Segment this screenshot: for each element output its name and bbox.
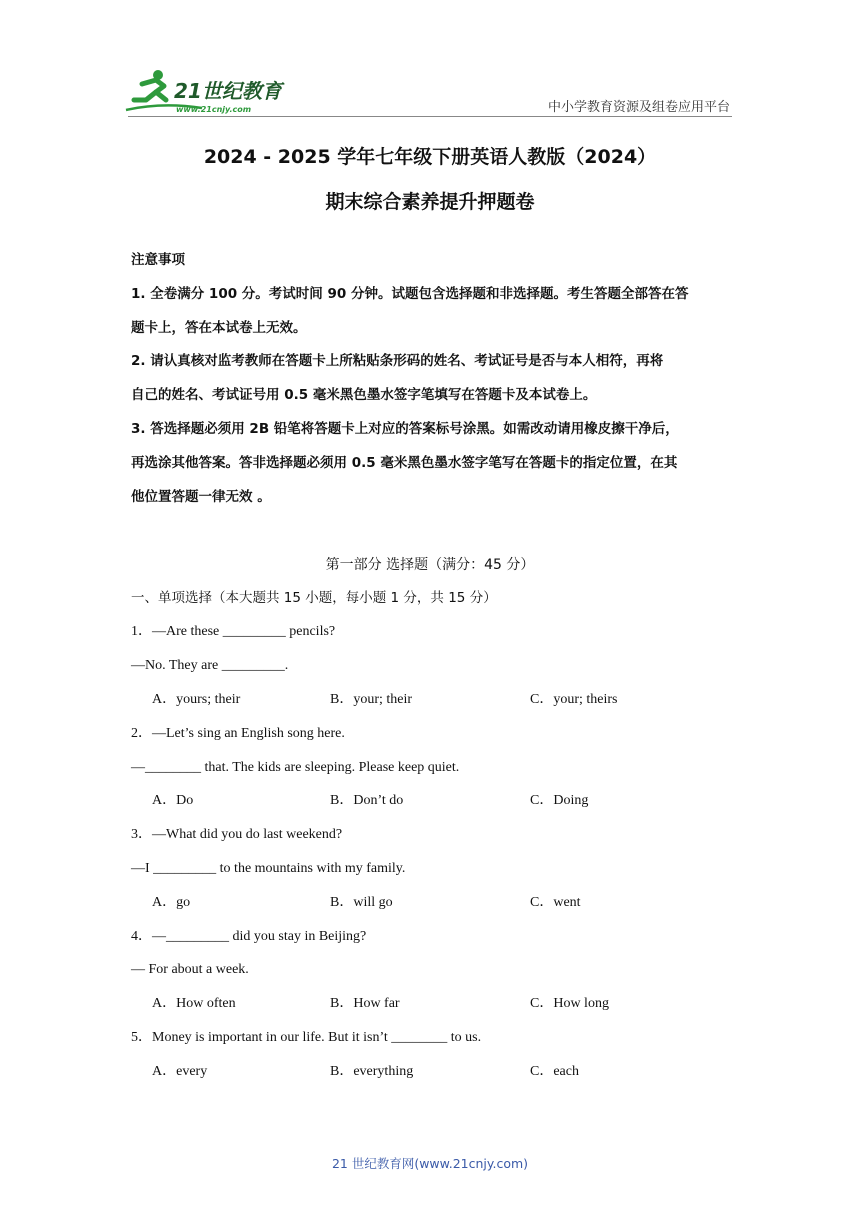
- question-5-option-c: C．each: [530, 1064, 579, 1079]
- question-2-prompt: 2．—Let’s sing an English song here.: [131, 726, 345, 741]
- question-5-option-a: A．every: [152, 1064, 208, 1079]
- page-header: [0, 0, 860, 118]
- question-1-option-c: C．your; theirs: [530, 692, 618, 707]
- note-line: 1. 全卷满分 100 分。考试时间 90 分钟。试题包含选择题和非选择题。考生答题全部答在答: [131, 286, 689, 302]
- question-2-option-c: C．Doing: [530, 793, 589, 808]
- question-3-option-b: B．will go: [330, 895, 393, 910]
- question-4-option-b: B．How far: [330, 996, 400, 1011]
- question-1-prompt: 1．—Are these _________ pencils?: [131, 624, 336, 639]
- question-4-option-c: C．How long: [530, 996, 609, 1011]
- question-2-response: —________ that. The kids are sleeping. Please keep quiet.: [131, 760, 460, 775]
- question-1-option-b: B．your; their: [330, 692, 413, 707]
- section-heading: 一、单项选择（本大题共 15 小题，每小题 1 分，共 15 分）: [131, 590, 497, 606]
- question-5-option-b: B．everything: [330, 1064, 414, 1079]
- question-1-response: —No. They are _________.: [131, 658, 289, 673]
- question-4-response: — For about a week.: [131, 962, 249, 977]
- svg-text:21世纪教育: 21世纪教育: [174, 79, 282, 103]
- question-4-prompt: 4．—_________ did you stay in Beijing?: [131, 929, 367, 944]
- header-divider: [128, 116, 732, 117]
- note-line: 2. 请认真核对监考教师在答题卡上所粘贴条形码的姓名、考试证号是否与本人相符，再将: [131, 353, 664, 369]
- note-line: 3. 答选择题必须用 2B 铅笔将答题卡上对应的答案标号涂黑。如需改动请用橡皮擦干净后，: [131, 421, 679, 437]
- question-3-prompt: 3．—What did you do last weekend?: [131, 827, 343, 842]
- note-line: 再选涂其他答案。答非选择题必须用 0.5 毫米黑色墨水签字笔写在答题卡的指定位置，在其: [131, 455, 678, 471]
- question-4-option-a: A．How often: [152, 996, 236, 1011]
- notes-heading: 注意事项: [131, 252, 185, 268]
- svg-text:www.21cnjy.com: www.21cnjy.com: [176, 105, 252, 114]
- part-heading: 第一部分 选择题（满分：45 分）: [325, 557, 535, 573]
- note-line: 他位置答题一律无效 。: [131, 489, 271, 505]
- question-5-prompt: 5．Money is important in our life. But it isn’t ________ to us.: [131, 1030, 482, 1045]
- note-line: 题卡上，答在本试卷上无效。: [131, 320, 307, 336]
- question-2-option-a: A．Do: [152, 793, 194, 808]
- question-3-response: —I _________ to the mountains with my family.: [131, 861, 406, 876]
- question-3-option-c: C．went: [530, 895, 581, 910]
- exam-subtitle: 期末综合素养提升押题卷: [325, 191, 535, 213]
- note-line: 自己的姓名、考试证号用 0.5 毫米黑色墨水签字笔填写在答题卡及本试卷上。: [131, 387, 597, 403]
- platform-name: 中小学教育资源及组卷应用平台: [547, 100, 730, 115]
- question-2-option-b: B．Don’t do: [330, 793, 404, 808]
- exam-title: 2024 - 2025 学年七年级下册英语人教版（2024）: [203, 146, 657, 168]
- page-footer: 21 世纪教育网(www.21cnjy.com): [331, 1156, 529, 1171]
- question-3-option-a: A．go: [152, 895, 191, 910]
- logo-21cnjy: [122, 66, 292, 116]
- question-1-option-a: A．yours; their: [152, 692, 241, 707]
